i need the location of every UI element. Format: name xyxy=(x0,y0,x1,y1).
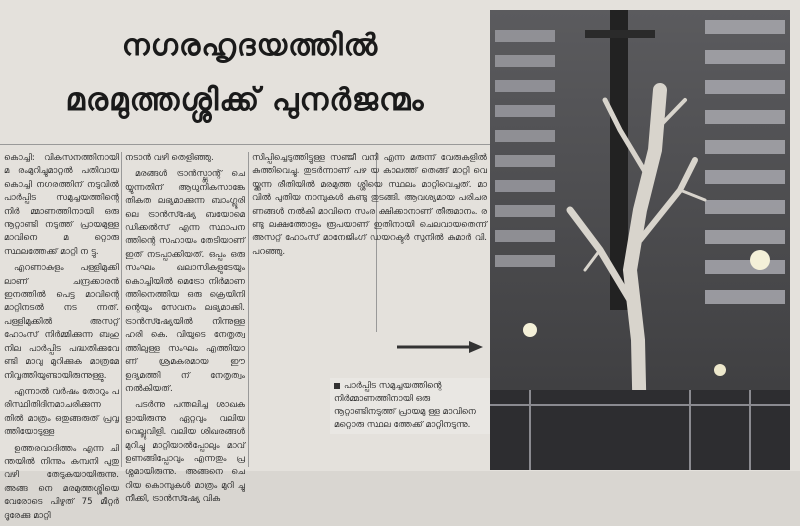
headline-rule xyxy=(0,144,490,145)
photo-caption xyxy=(330,378,498,434)
article-column-2 xyxy=(125,152,245,510)
arrow-icon xyxy=(395,340,485,354)
caption-text: പാർപ്പിട സമുച്ചയത്തിന്റെ നിർമ്മാണത്തിനായി ഒരു നൂറ്റാണ്ടിനടുത്ത് പ്രായമു ള്ള മാവിനെ മറ്റൊരു സ്ഥല ത്തേക്ക് മാറ്റിനടുന്നു. xyxy=(334,381,476,430)
paragraph: നടാൻ വഴി തെളിഞ്ഞു. xyxy=(125,153,214,163)
headline-line-2: മരമുത്തശ്ശിക്ക് പുനർജന്മം xyxy=(65,82,425,118)
paragraph: കൊച്ചി: വികസനത്തിനായി മ രംമുറിച്ചുമാറ്റൽ പതിവായ കൊച്ചി നഗരത്തിന് നടുവിൽ പാർപ്പിട സമുച്ചയത്തിന്റെ നിർ മ്മാണത്തിനായി ഒരു നൂറ്റാണ്ടി നടുത്ത് പ്രായമുള്ള മാവിനെ മ റ്റൊരു സ്ഥലത്തേക്ക് മാറ്റി ന ട്ടു. xyxy=(4,153,119,257)
article-column-3 xyxy=(252,152,487,262)
headline-line-1: നഗരഹൃദയത്തിൽ xyxy=(121,28,379,63)
article-column-1 xyxy=(4,152,119,526)
tree-photo-image xyxy=(490,10,790,470)
column-rule xyxy=(248,152,249,467)
paragraph: മരങ്ങൾ ട്രാൻസ്പ്ലാന്റ് ചെ യ്യുന്നതിന് ആധുനികസാങ്കേ തികത ലഭ്യമാക്കുന്ന ബാംഗ്ലൂരി ലെ ട്രാൻസ്ഷ്യേ ബയോമെ ഡിക്കൽസ് എന്ന സ്ഥാപന ത്തിന്റെ സഹായം തേടിയാണ് ഇത് നടപ്പാക്കിയത്. ഒപ്പം ഒരു സംഘം ഖലാസികളുടേയും കൊച്ചിയിൽ മെട്രോ നിർമാണ ത്തിനെത്തിയ ഒരു ക്രെയിനി ന്റെയും സേവനം ലഭ്യമാക്കി. ട്രാൻസ്ഷ്യേയിൽ നിന്നുള്ള ഹരി കെ. വിയുടെ നേതൃത്വ ത്തിലുള്ള സംഘം എത്തിയാ ണ് ശ്രമകരമായ ഈ ഉദ്യമത്തി ന് നേതൃത്വം നൽകിയത്. xyxy=(125,169,245,394)
paragraph: എറണാകുളം പള്ളിമുക്കി ലാണ് ചന്ദ്രക്കാരൻ ഇനത്തിൽ പെട്ട മാവിന്റെ മാറ്റിനടൽ നട ന്നത്. പള്ളിമുക്കിൽ അസറ്റ് ഹോംസ് നിർമ്മിക്കുന്ന ബഹു നില പാർപ്പിട പദ്ധതിക്കുവേ ണ്ടി മാവു മുറിക്കുക മാത്രമേ നിവൃത്തിയുണ്ടായിരുന്നുള്ളു. xyxy=(4,263,119,381)
column-rule xyxy=(121,152,122,467)
bullet-icon xyxy=(334,383,340,389)
paragraph: ഉത്തരവാദിത്തം എന്ന ചി ന്തയിൽ നിന്നും കമ്പനി പുതു വഴി തേടുകയായിരുന്നു. അങ്ങ നെ മരമുത്തശ്ശിയെ വേരോടെ പിഴുത് 75 മീറ്റർ ദൂരേക്കു മാറ്റി xyxy=(4,443,119,521)
paragraph: പടർന്നു പന്തലിച്ച ശാഖക ളായിരുന്നു ഏറ്റവും വലിയ വെല്ലുവിളി. വലിയ ശിഖരങ്ങൾ മുറിച്ചു മാറ്റിയാൽപ്പോലും മാവ് ഉണങ്ങിപ്പോവും എന്നതും പ്ര ശ്നമായിരുന്നു. അങ്ങനെ ചെ റിയ കൊമ്പുകൾ മാത്രം മുറി ച്ചു നീക്കി, ട്രാൻസ്ഷ്യേ വിക xyxy=(125,400,245,505)
tree-photo xyxy=(490,10,790,470)
paragraph: എന്നാൽ വർഷം തോറും പ രിസ്ഥിതിദിനമാചരിക്കുന്ന തിൽ മാത്രം ഒതുങ്ങരുത് പ്രവൃ ത്തിയോടുള്ള xyxy=(4,386,119,438)
paragraph: സിപ്പിച്ചെടുത്തിട്ടുള്ള സഞ്ജീ വനി എന്ന മരുന്ന് വേരുകളിൽ കുത്തിവെച്ചു. തുടർന്നാണ് പഴ യ കാലത്ത് തെങ്ങ് മാറ്റി വെ യ്ക്കുന്ന രീതിയിൽ മരമുത്ത ശ്ശിയെ സ്ഥലം മാറ്റിവെച്ചത്. മാ വിൽ പുതിയ നാമ്പുകൾ കണ്ടു തുടങ്ങി. ആവശ്യമായ പരിചര ണങ്ങൾ നൽകി മാവിനെ സംര ക്ഷിക്കാനാണ് തീരുമാനം. ര ണ്ടു ലക്ഷത്തോളം രൂപയാണ് ഇതിനായി ചെലവായതെന്ന് അസറ്റ് ഹോംസ് മാനേജിംഗ് ഡയറക്ടർ സുനിൽ കുമാർ വി. പറഞ്ഞു. xyxy=(252,153,487,257)
